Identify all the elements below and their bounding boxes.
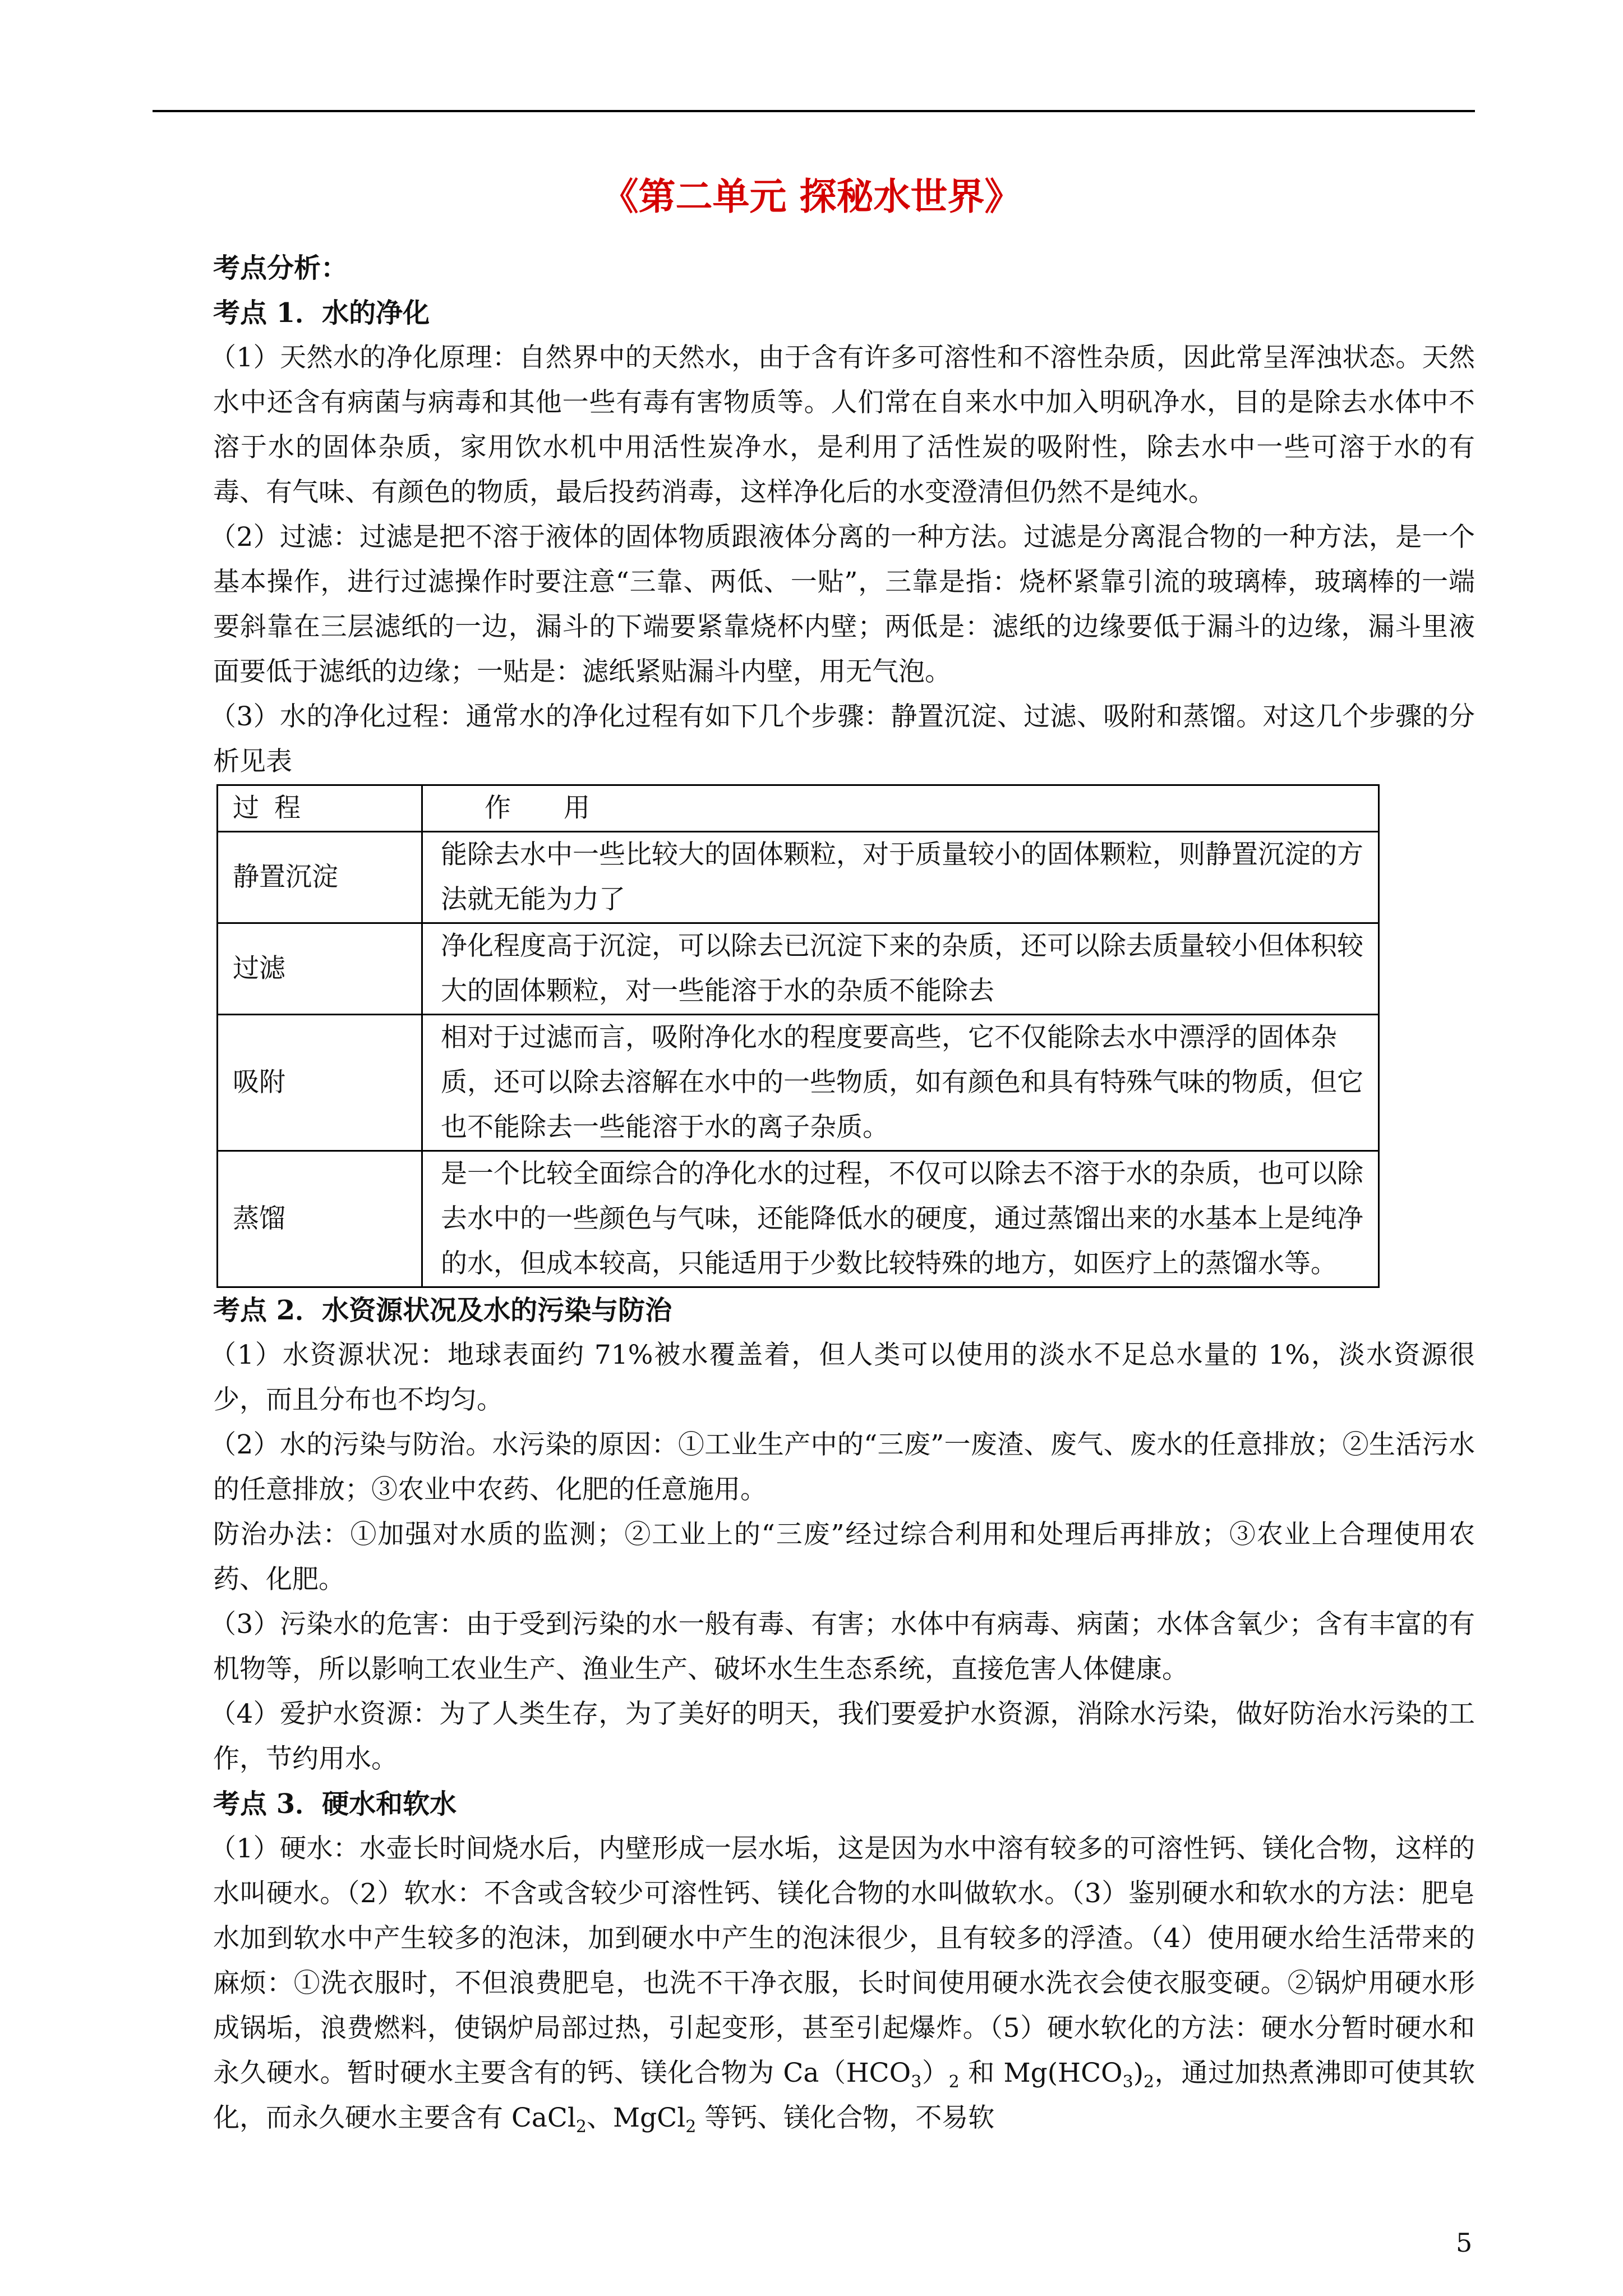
table-header-row [218,785,1379,832]
subscript: 3 [911,2072,922,2092]
k1-heading: 考点 1．水的净化 [213,297,430,329]
k2-paragraph-2: （2）水的污染与防治。水污染的原因：①工业生产中的“三废”一废渣、废气、废水的任意排放；②生活污水的任意排放；③农业中农药、化肥的任意施用。 [210,1429,1475,1505]
page-number: 5 [1456,2228,1473,2258]
k3-text: 等钙、镁化合物，不易软 [696,2102,995,2133]
subscript: 2 [575,2117,587,2137]
table-row [218,1151,1379,1287]
k3-text: （1）硬水：水壶长时间烧水后，内壁形成一层水垢，这是因为水中溶有较多的可溶性钙、镁化合物，这样的水叫硬水。（2）软水：不含或含较少可溶性钙、镁化合物的水叫做软水。（3）鉴别硬水和软水的方法：肥皂水加到软水中产生较多的泡沫，加到硬水中产生的泡沫很少，且有较多的浮渣。（4）使用硬水给生活带来的麻烦：①洗衣服时，不但浪费肥皂，也洗不干净衣服，长时间使用硬水洗衣会使衣服变硬。②锅炉用硬水形成锅垢，浪费燃料，使锅炉局部过热，引起变形，甚至引起爆炸。（5）硬水软化的方法：硬水分暂时硬水和永久硬水。暂时硬水主要含有的钙、镁化合物为 Ca（HCO [210,1833,1475,2088]
k3-text: ） [921,2058,949,2088]
section-header: 考点分析： [213,252,348,284]
table-row [218,832,1379,923]
table-cell-process: 蒸馏 [218,1151,422,1287]
subscript: 2 [1144,2072,1155,2092]
k3-text: ) [1133,2058,1144,2088]
k1-paragraph-2: （2）过滤：过滤是把不溶于液体的固体物质跟液体分离的一种方法。过滤是分离混合物的一种方法，是一个基本操作，进行过滤操作时要注意“三靠、两低、一贴”，三靠是指：烧杯紧靠引流的玻璃棒，玻璃棒的一端要斜靠在三层滤纸的一边，漏斗的下端要紧靠烧杯内壁；两低是：滤纸的边缘要低于漏斗的边缘，漏斗里液面要低于滤纸的边缘；一贴是：滤纸紧贴漏斗内壁，用无气泡。 [210,522,1475,687]
table-header-process: 过 程 [218,785,422,832]
subscript: 2 [948,2072,960,2092]
k2-paragraph-5: （4）爱护水资源：为了人类生存，为了美好的明天，我们要爱护水资源，消除水污染，做好防治水污染的工作，节约用水。 [210,1699,1475,1774]
table-cell-effect: 能除去水中一些比较大的固体颗粒，对于质量较小的固体颗粒，则静置沉淀的方法就无能为力了 [422,832,1379,923]
table-cell-effect: 相对于过滤而言，吸附净化水的程度要高些，它不仅能除去水中漂浮的固体杂质，还可以除去溶解在水中的一些物质，如有颜色和具有特殊气味的物质，但它也不能除去一些能溶于水的离子杂质。 [422,1015,1379,1151]
subscript: 2 [685,2117,697,2137]
document-body [210,246,1476,2141]
k2-paragraph-3: 防治办法：①加强对水质的监测；②工业上的“三废”经过综合利用和处理后再排放；③农业上合理使用农药、化肥。 [213,1519,1475,1595]
k1-paragraph-1: （1）天然水的净化原理：自然界中的天然水，由于含有许多可溶性和不溶性杂质，因此常呈浑浊状态。天然水中还含有病菌与病毒和其他一些有毒有害物质等。人们常在自来水中加入明矾净水，目的是除去水体中不溶于水的固体杂质，家用饮水机中用活性炭净水，是利用了活性炭的吸附性，除去水中一些可溶于水的有毒、有气味、有颜色的物质，最后投药消毒，这样净化后的水变澄清但仍然不是纯水。 [210,342,1475,508]
k3-text: ，通过加热煮沸即可使其软化，而永久硬水主要含有 CaCl [213,2058,1476,2133]
k3-paragraph-1 [210,1826,1476,2141]
table-cell-process: 静置沉淀 [218,832,422,923]
table-header-effect: 作 用 [422,785,1379,832]
k2-paragraph-4: （3）污染水的危害：由于受到污染的水一般有毒、有害；水体中有病毒、病菌；水体含氧少；含有丰富的有机物等，所以影响工农业生产、渔业生产、破坏水生生态系统，直接危害人体健康。 [210,1609,1475,1685]
table-cell-effect: 净化程度高于沉淀，可以除去已沉淀下来的杂质，还可以除去质量较小但体积较大的固体颗粒，对一些能溶于水的杂质不能除去 [422,923,1379,1015]
k2-heading: 考点 2．水资源状况及水的污染与防治 [213,1295,672,1326]
subscript: 3 [1122,2072,1133,2092]
page-title: 《第二单元 探秘水世界》 [601,174,1022,218]
k3-heading: 考点 3．硬水和软水 [213,1788,457,1820]
k3-text: 、MgCl [587,2102,686,2133]
k3-text: 和 Mg(HCO [959,2058,1123,2088]
table-row [218,923,1379,1015]
table-cell-effect: 是一个比较全面综合的净化水的过程，不仅可以除去不溶于水的杂质，也可以除去水中的一些颜色与气味，还能降低水的硬度，通过蒸馏出来的水基本上是纯净的水，但成本较高，只能适用于少数比较特殊的地方，如医疗上的蒸馏水等。 [422,1151,1379,1287]
purification-table [216,784,1380,1288]
k1-paragraph-3: （3）水的净化过程：通常水的净化过程有如下几个步骤：静置沉淀、过滤、吸附和蒸馏。对这几个步骤的分析见表 [210,701,1475,777]
table-cell-process: 吸附 [218,1015,422,1151]
table-row [218,1015,1379,1151]
k2-paragraph-1: （1）水资源状况：地球表面约 71%被水覆盖着，但人类可以使用的淡水不足总水量的 1%，淡水资源很少，而且分布也不均匀。 [210,1340,1475,1415]
header-rule [153,110,1475,112]
table-cell-process: 过滤 [218,923,422,1015]
